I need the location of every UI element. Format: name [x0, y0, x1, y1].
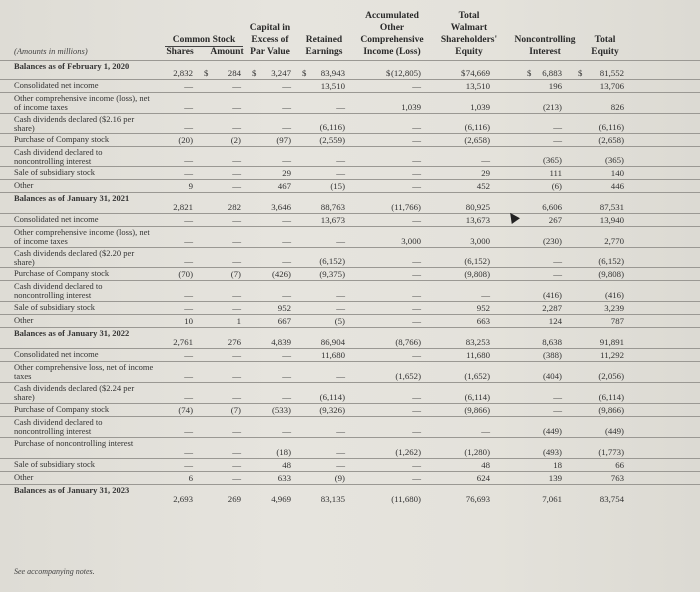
row-label: Other — [14, 472, 34, 482]
cell-walmart-equity: 952 — [476, 303, 490, 313]
cell-shares: — — [184, 256, 193, 266]
table-row — [0, 179, 700, 192]
cell-retained: 83,135 — [320, 494, 345, 504]
row-label: Sale of subsidiary stock — [14, 302, 95, 312]
cell-capital: — — [282, 350, 291, 360]
cell-noncontrolling: — — [553, 392, 562, 402]
table-row — [0, 327, 700, 348]
row-label: Purchase of noncontrolling interest — [14, 438, 134, 448]
table-row — [0, 484, 700, 505]
cell-capital: (97) — [276, 135, 291, 145]
row-label: Other comprehensive income (loss), net of income taxes — [14, 93, 150, 112]
cell-capital: 3,247 — [271, 68, 291, 78]
cell-walmart-equity: 29 — [481, 168, 490, 178]
aoci-header-3: Comprehensive — [360, 35, 424, 45]
cell-shares: — — [184, 371, 193, 381]
cell-amount: 1 — [236, 316, 241, 326]
cell-shares: 6 — [188, 473, 193, 483]
row-label: Cash dividend declared to noncontrolling interest — [14, 147, 103, 166]
cell-aoci: 1,039 — [401, 102, 421, 112]
table-row — [0, 113, 700, 133]
cell-amount: — — [232, 303, 241, 313]
cell-shares: — — [184, 290, 193, 300]
cell-walmart-equity: (1,280) — [464, 447, 490, 457]
cell-aoci: (11,766) — [391, 202, 421, 212]
cell-amount: 269 — [227, 494, 241, 504]
cell-amount: — — [232, 181, 241, 191]
table-row — [0, 437, 700, 458]
cell-noncontrolling: 124 — [548, 316, 562, 326]
cell-total-equity: (449) — [604, 426, 624, 436]
aoci-header-4: Income (Loss) — [363, 47, 421, 57]
cell-amount: — — [232, 290, 241, 300]
cell-walmart-equity: (6,116) — [464, 122, 490, 132]
common-stock-header: Common Stock — [165, 34, 243, 47]
cell-retained: — — [336, 102, 345, 112]
cell-total-equity: (6,116) — [598, 122, 624, 132]
tws-header-1: Total — [458, 11, 480, 21]
cell-aoci: — — [412, 215, 421, 225]
cell-noncontrolling: 6,606 — [542, 202, 562, 212]
cell-noncontrolling: (404) — [542, 371, 562, 381]
cell-total-equity: 787 — [610, 316, 624, 326]
cell-retained: (9,326) — [319, 405, 345, 415]
cell-noncontrolling: 196 — [548, 81, 562, 91]
cell-amount: 276 — [227, 337, 241, 347]
table-row — [0, 301, 700, 314]
table-row — [0, 133, 700, 146]
cell-amount: — — [232, 215, 241, 225]
cell-walmart-equity: 452 — [476, 181, 490, 191]
cell-walmart-equity: (1,652) — [464, 371, 490, 381]
cell-aoci: — — [412, 460, 421, 470]
cell-amount: — — [232, 426, 241, 436]
cell-aoci: — — [412, 269, 421, 279]
table-row — [0, 280, 700, 301]
cell-total-equity: (6,152) — [598, 256, 624, 266]
cell-aoci: — — [412, 135, 421, 145]
table-row — [0, 361, 700, 382]
cell-total-equity: 83,754 — [599, 494, 624, 504]
cell-total-equity: (1,773) — [598, 447, 624, 457]
table-row — [0, 403, 700, 416]
cell-retained: — — [336, 290, 345, 300]
table-row — [0, 79, 700, 92]
cell-total-equity: 2,770 — [604, 236, 624, 246]
cell-capital: 633 — [277, 473, 291, 483]
cell-noncontrolling: — — [553, 256, 562, 266]
cell-capital: 667 — [277, 316, 291, 326]
table-row — [0, 247, 700, 267]
cell-retained: — — [336, 303, 345, 313]
cell-shares: — — [184, 81, 193, 91]
cell-total-equity: 81,552 — [599, 68, 624, 78]
table-row — [0, 60, 700, 79]
cell-amount: — — [232, 256, 241, 266]
cell-retained: (9) — [334, 473, 345, 483]
cell-aoci: (1,262) — [395, 447, 421, 457]
cell-walmart-equity: — — [481, 426, 490, 436]
dollar-sign: $ — [461, 68, 466, 78]
cell-shares: — — [184, 447, 193, 457]
row-label: Other comprehensive income (loss), net of income taxes — [14, 227, 150, 246]
cell-shares: — — [184, 122, 193, 132]
cell-shares: — — [184, 236, 193, 246]
cell-shares: 2,693 — [173, 494, 193, 504]
cell-capital: 48 — [282, 460, 291, 470]
cell-noncontrolling: — — [553, 269, 562, 279]
cell-retained: 83,943 — [320, 68, 345, 78]
cell-aoci: — — [412, 122, 421, 132]
cell-walmart-equity: 3,000 — [470, 236, 490, 246]
cell-total-equity: (2,658) — [598, 135, 624, 145]
cell-aoci: 3,000 — [401, 236, 421, 246]
cell-aoci: — — [412, 168, 421, 178]
row-label: Purchase of Company stock — [14, 404, 110, 414]
row-label: Other — [14, 180, 34, 190]
row-label: Cash dividend declared to noncontrolling interest — [14, 281, 103, 300]
cell-noncontrolling: 267 — [548, 215, 562, 225]
cell-shares: (70) — [178, 269, 193, 279]
cell-noncontrolling: 8,638 — [542, 337, 562, 347]
cell-shares: (74) — [178, 405, 193, 415]
cell-shares: — — [184, 426, 193, 436]
cell-total-equity: 446 — [610, 181, 624, 191]
table-row — [0, 382, 700, 403]
cell-walmart-equity: (9,808) — [464, 269, 490, 279]
row-label: Balances as of February 1, 2020 — [14, 61, 130, 71]
retained-header-1: Retained — [305, 35, 343, 45]
cell-noncontrolling: — — [553, 135, 562, 145]
cell-total-equity: (9,808) — [598, 269, 624, 279]
cell-shares: — — [184, 155, 193, 165]
cell-amount: (7) — [230, 269, 241, 279]
cell-capital: — — [282, 81, 291, 91]
table-row — [0, 416, 700, 437]
row-label: Cash dividends declared ($2.24 per share) — [14, 383, 135, 402]
cell-amount: — — [232, 236, 241, 246]
cell-retained: — — [336, 460, 345, 470]
cell-walmart-equity: 80,925 — [465, 202, 490, 212]
table-row — [0, 146, 700, 166]
cell-noncontrolling: (388) — [542, 350, 562, 360]
units-label: (Amounts in millions) — [14, 46, 88, 56]
cell-total-equity: 826 — [610, 102, 624, 112]
table-row — [0, 192, 700, 213]
cell-retained: (6,114) — [319, 392, 345, 402]
cell-retained: — — [336, 371, 345, 381]
cell-noncontrolling: 139 — [548, 473, 562, 483]
cell-capital: — — [282, 215, 291, 225]
row-label: Balances as of January 31, 2021 — [14, 193, 130, 203]
cell-aoci: — — [412, 426, 421, 436]
cell-walmart-equity: 13,673 — [465, 215, 490, 225]
cell-amount: 282 — [227, 202, 241, 212]
row-label: Cash dividends declared ($2.20 per share) — [14, 248, 135, 267]
cell-walmart-equity: 11,680 — [466, 350, 490, 360]
cell-amount: — — [232, 168, 241, 178]
cell-total-equity: 13,706 — [599, 81, 624, 91]
cell-shares: (20) — [178, 135, 193, 145]
cell-aoci: — — [412, 81, 421, 91]
cell-retained: 86,904 — [320, 337, 345, 347]
cell-noncontrolling: (493) — [542, 447, 562, 457]
cell-capital: — — [282, 155, 291, 165]
cell-retained: 11,680 — [321, 350, 345, 360]
total-header-1: Total — [594, 35, 616, 45]
cell-retained: (2,559) — [319, 135, 345, 145]
cell-retained: 13,673 — [320, 215, 345, 225]
cell-noncontrolling: 18 — [553, 460, 562, 470]
cell-noncontrolling: (365) — [542, 155, 562, 165]
cell-amount: — — [232, 473, 241, 483]
row-label: Other — [14, 315, 34, 325]
cell-noncontrolling: (449) — [542, 426, 562, 436]
dollar-sign: $ — [386, 68, 391, 78]
cell-amount: — — [232, 122, 241, 132]
cell-amount: 284 — [227, 68, 241, 78]
cell-walmart-equity: 624 — [476, 473, 490, 483]
cell-amount: — — [232, 392, 241, 402]
cell-walmart-equity: 83,253 — [465, 337, 490, 347]
cell-amount: — — [232, 460, 241, 470]
nci-header-2: Interest — [529, 47, 561, 57]
cell-capital: 3,646 — [271, 202, 291, 212]
cell-amount: — — [232, 371, 241, 381]
cell-capital: — — [282, 392, 291, 402]
total-header-2: Equity — [591, 47, 619, 57]
cell-aoci: — — [412, 316, 421, 326]
row-label: Consolidated net income — [14, 80, 99, 90]
table-row — [0, 213, 700, 226]
cell-noncontrolling: — — [553, 122, 562, 132]
tws-header-3: Shareholders' — [440, 35, 498, 45]
cell-walmart-equity: (9,866) — [464, 405, 490, 415]
cell-capital: — — [282, 122, 291, 132]
cell-walmart-equity: 663 — [476, 316, 490, 326]
cell-walmart-equity: 74,669 — [465, 68, 490, 78]
cell-shares: — — [184, 168, 193, 178]
table-row — [0, 314, 700, 327]
cell-total-equity: 91,891 — [599, 337, 624, 347]
cell-amount: — — [232, 447, 241, 457]
cell-total-equity: 87,531 — [599, 202, 624, 212]
cell-noncontrolling: 111 — [549, 168, 562, 178]
cell-total-equity: 11,292 — [600, 350, 624, 360]
cell-total-equity: (416) — [604, 290, 624, 300]
cell-retained: — — [336, 236, 345, 246]
row-label: Cash dividends declared ($2.16 per share) — [14, 114, 135, 133]
row-label: Balances as of January 31, 2022 — [14, 328, 130, 338]
retained-header-2: Earnings — [305, 47, 343, 57]
cell-walmart-equity: 1,039 — [470, 102, 490, 112]
cell-walmart-equity: (2,658) — [464, 135, 490, 145]
row-label: Balances as of January 31, 2023 — [14, 485, 130, 495]
cell-walmart-equity: — — [481, 155, 490, 165]
cell-noncontrolling: (6) — [551, 181, 562, 191]
cell-aoci: — — [412, 256, 421, 266]
nci-header-1: Noncontrolling — [514, 35, 576, 45]
aoci-header-2: Other — [379, 23, 405, 33]
cell-shares: 2,761 — [173, 337, 193, 347]
cell-retained: 13,510 — [320, 81, 345, 91]
cell-shares: — — [184, 215, 193, 225]
cell-retained: (15) — [330, 181, 345, 191]
cell-capital: — — [282, 290, 291, 300]
cell-aoci: (1,652) — [395, 371, 421, 381]
cell-shares: — — [184, 102, 193, 112]
cell-noncontrolling: (230) — [542, 236, 562, 246]
cell-capital: — — [282, 426, 291, 436]
cell-walmart-equity: 48 — [481, 460, 490, 470]
cell-retained: (9,375) — [319, 269, 345, 279]
cell-shares: — — [184, 460, 193, 470]
table-row — [0, 471, 700, 484]
cell-shares: 10 — [184, 316, 193, 326]
table-row — [0, 267, 700, 280]
cell-walmart-equity: (6,114) — [464, 392, 490, 402]
cell-capital: 952 — [277, 303, 291, 313]
dollar-sign: $ — [302, 68, 307, 78]
cell-walmart-equity: — — [481, 290, 490, 300]
cell-aoci: — — [412, 303, 421, 313]
cell-aoci: — — [412, 473, 421, 483]
cell-capital: 29 — [282, 168, 291, 178]
capital-header-3: Par Value — [250, 47, 290, 57]
row-label: Purchase of Company stock — [14, 268, 110, 278]
cell-capital: (533) — [271, 405, 291, 415]
cell-retained: 88,763 — [320, 202, 345, 212]
table-row — [0, 458, 700, 471]
cell-capital: 4,969 — [271, 494, 291, 504]
cell-total-equity: (365) — [604, 155, 624, 165]
table-row — [0, 226, 700, 247]
cell-capital: — — [282, 236, 291, 246]
cell-noncontrolling: (213) — [542, 102, 562, 112]
dollar-sign: $ — [527, 68, 532, 78]
cell-shares: — — [184, 303, 193, 313]
cell-capital: — — [282, 371, 291, 381]
cell-aoci: — — [412, 181, 421, 191]
table-row — [0, 348, 700, 361]
row-label: Sale of subsidiary stock — [14, 459, 95, 469]
shares-header: Shares — [166, 47, 194, 57]
cell-total-equity: 3,239 — [604, 303, 624, 313]
aoci-header-1: Accumulated — [365, 11, 419, 21]
cell-aoci: (12,805) — [390, 68, 421, 78]
cell-shares: 9 — [188, 181, 193, 191]
cell-capital: 467 — [277, 181, 291, 191]
cell-retained: (5) — [334, 316, 345, 326]
cell-total-equity: 66 — [615, 460, 624, 470]
cell-noncontrolling: 2,287 — [542, 303, 562, 313]
cell-shares: — — [184, 392, 193, 402]
cell-shares: 2,821 — [173, 202, 193, 212]
cell-aoci: — — [412, 350, 421, 360]
cell-noncontrolling: 6,883 — [542, 68, 562, 78]
dollar-sign: $ — [204, 68, 209, 78]
table-row — [0, 166, 700, 179]
cell-retained: (6,116) — [319, 122, 345, 132]
cell-retained: — — [336, 426, 345, 436]
cell-shares: — — [184, 350, 193, 360]
cell-amount: — — [232, 102, 241, 112]
cell-total-equity: (9,866) — [598, 405, 624, 415]
tws-header-2: Walmart — [450, 23, 488, 33]
cell-aoci: (11,680) — [391, 494, 421, 504]
cell-capital: 4,839 — [271, 337, 291, 347]
cell-aoci: (8,766) — [395, 337, 421, 347]
cell-total-equity: (6,114) — [598, 392, 624, 402]
cell-aoci: — — [412, 290, 421, 300]
cell-shares: 2,832 — [173, 68, 193, 78]
cell-noncontrolling: — — [553, 405, 562, 415]
capital-header-1: Capital in — [249, 23, 291, 33]
row-label: Other comprehensive loss, net of income taxes — [14, 362, 154, 381]
cell-capital: — — [282, 102, 291, 112]
cell-aoci: — — [412, 155, 421, 165]
row-label: Cash dividend declared to noncontrolling interest — [14, 417, 103, 436]
cell-walmart-equity: (6,152) — [464, 256, 490, 266]
table-row — [0, 92, 700, 113]
cell-noncontrolling: 7,061 — [542, 494, 562, 504]
cell-walmart-equity: 13,510 — [465, 81, 490, 91]
row-label: Purchase of Company stock — [14, 134, 110, 144]
cell-retained: (6,152) — [319, 256, 345, 266]
footnote: See accompanying notes. — [14, 567, 95, 576]
tws-header-4: Equity — [455, 47, 483, 57]
row-label: Consolidated net income — [14, 214, 99, 224]
cell-amount: — — [232, 155, 241, 165]
cell-amount: — — [232, 81, 241, 91]
capital-header-2: Excess of — [251, 35, 289, 45]
row-label: Consolidated net income — [14, 349, 99, 359]
cell-amount: (2) — [230, 135, 241, 145]
amount-header: Amount — [210, 47, 244, 57]
cell-retained: — — [336, 168, 345, 178]
cell-walmart-equity: 76,693 — [465, 494, 490, 504]
cell-retained: — — [336, 155, 345, 165]
cell-aoci: — — [412, 405, 421, 415]
cell-amount: (7) — [230, 405, 241, 415]
row-label: Sale of subsidiary stock — [14, 167, 95, 177]
cell-retained: — — [336, 447, 345, 457]
cell-total-equity: 13,940 — [599, 215, 624, 225]
cell-total-equity: (2,056) — [598, 371, 624, 381]
cell-aoci: — — [412, 392, 421, 402]
cell-amount: — — [232, 350, 241, 360]
dollar-sign: $ — [578, 68, 583, 78]
cell-capital: (18) — [276, 447, 291, 457]
cell-capital: — — [282, 256, 291, 266]
cell-noncontrolling: (416) — [542, 290, 562, 300]
dollar-sign: $ — [252, 68, 257, 78]
cell-total-equity: 140 — [610, 168, 624, 178]
cell-total-equity: 763 — [610, 473, 624, 483]
cell-capital: (426) — [271, 269, 291, 279]
